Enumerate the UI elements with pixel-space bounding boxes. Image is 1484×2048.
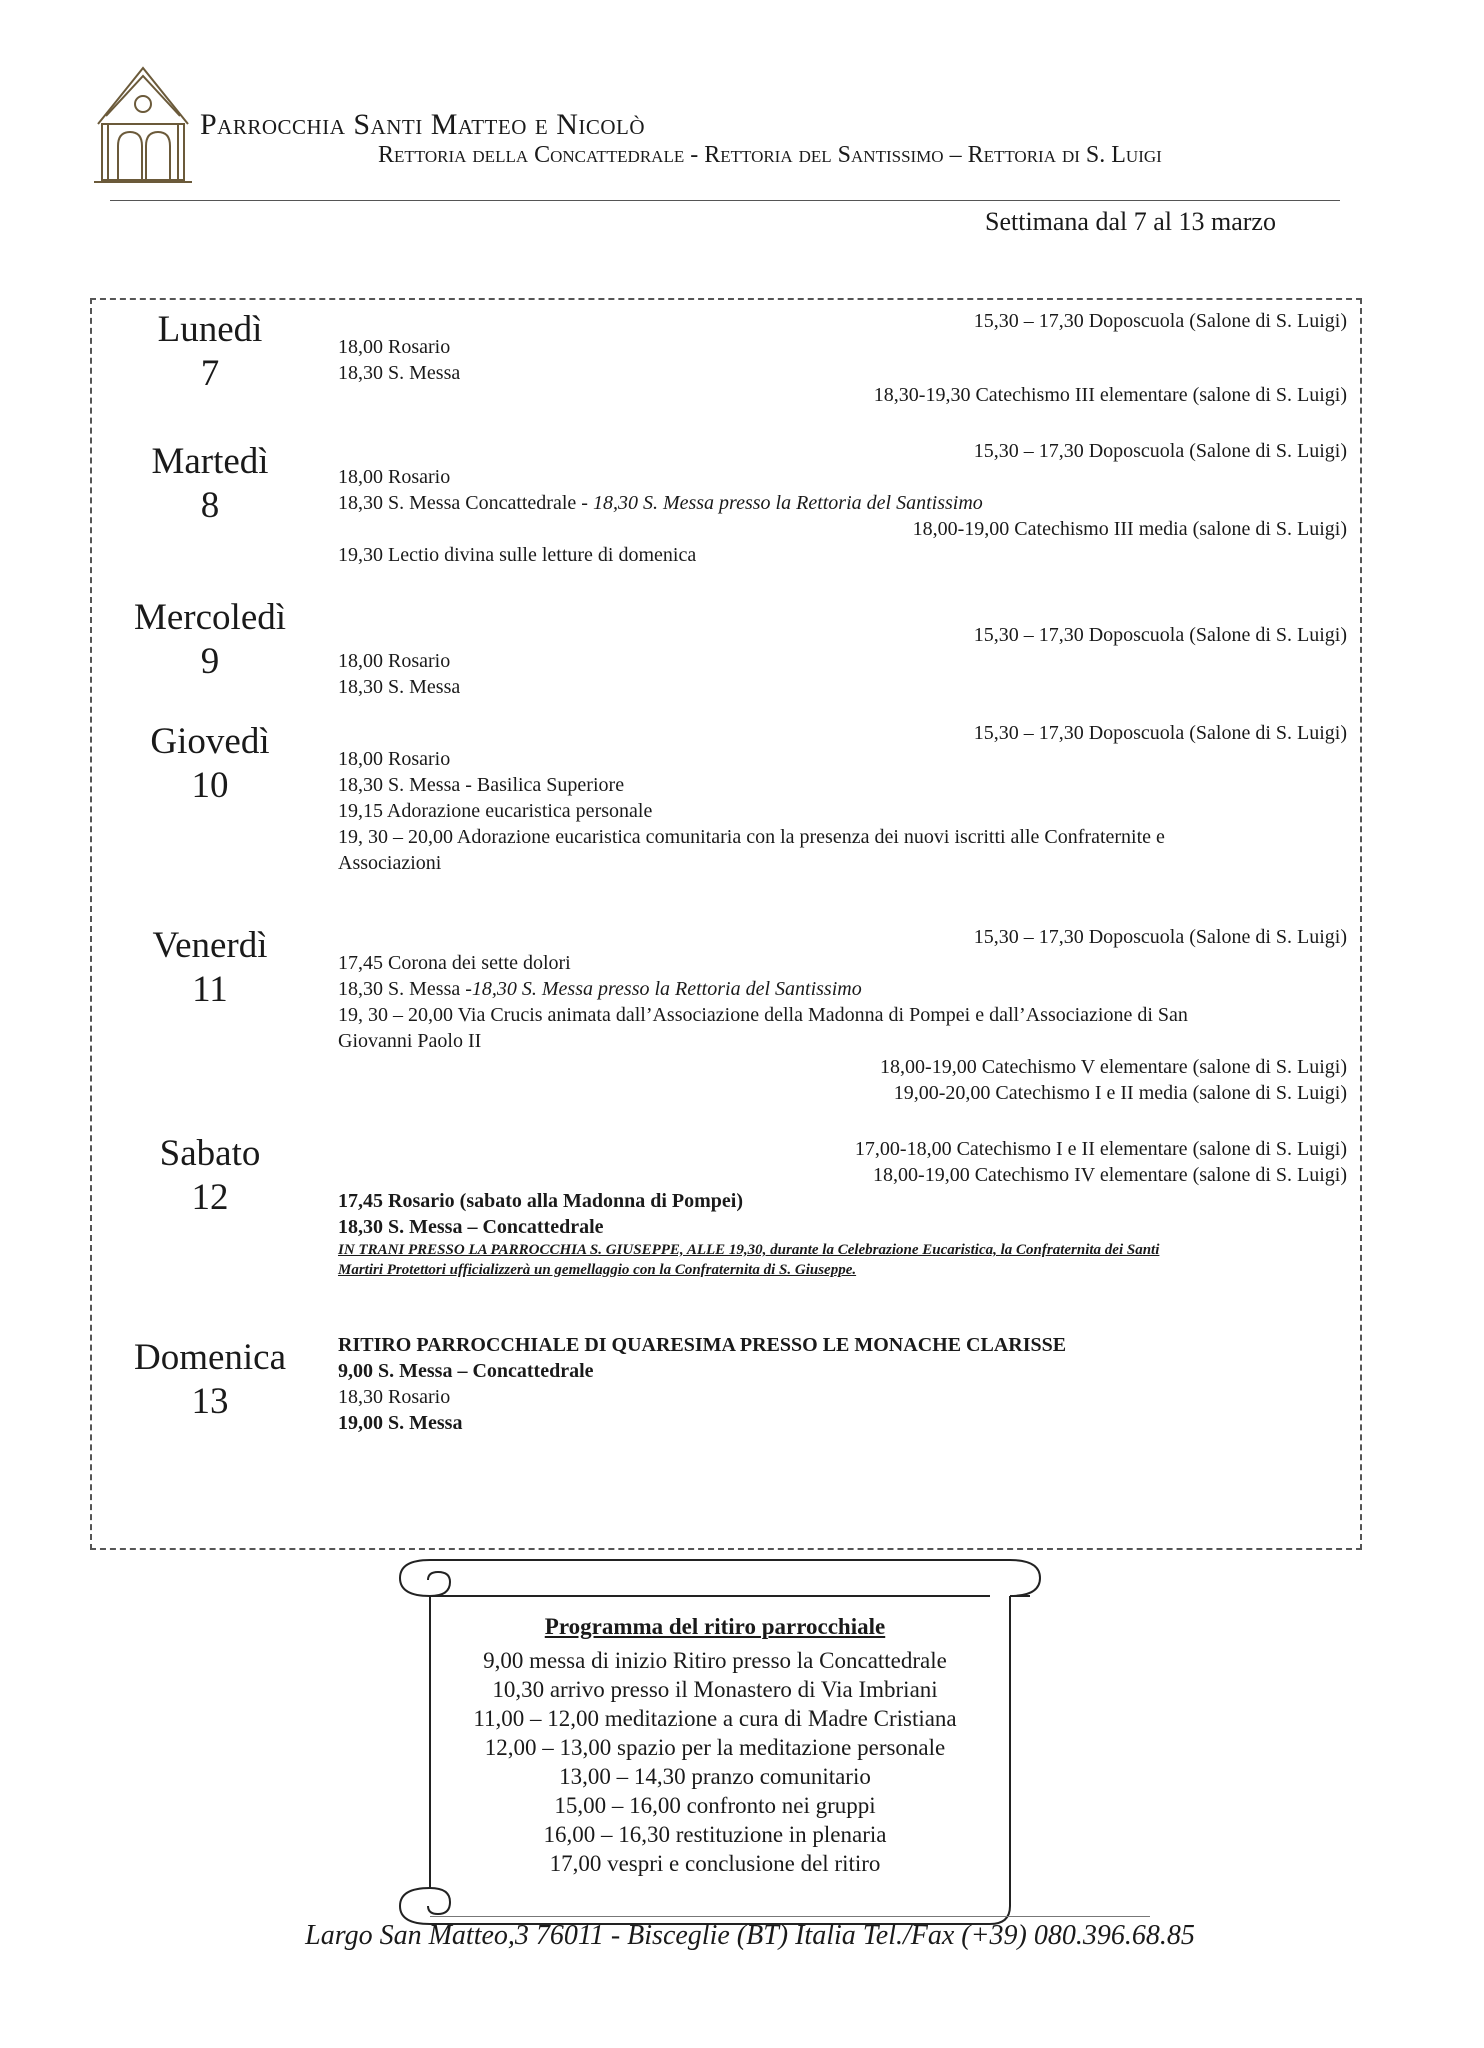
schedule-line-text: 18,30 S. Messa Concattedrale - (338, 492, 593, 514)
schedule-line: 18,30 S. Messa – Concattedrale (338, 1216, 604, 1238)
day-name: Venerdì (152, 925, 268, 966)
schedule-line: 19,15 Adorazione eucaristica personale (338, 800, 653, 822)
footer-address: Largo San Matteo,3 76011 - Bisceglie (BT) Italia Tel./Fax (+39) 080.396.68.85 (305, 1920, 1195, 1951)
parish-name: Parrocchia Santi Matteo e Nicolò (200, 108, 646, 141)
schedule-line: 9,00 S. Messa – Concattedrale (338, 1360, 594, 1382)
schedule-line: 19, 30 – 20,00 Adorazione eucaristica comunitaria con la presenza dei nuovi iscritti alle Confraternite e (338, 826, 1165, 848)
day-number: 8 (200, 485, 220, 526)
schedule-line: 15,30 – 17,30 Doposcuola (Salone di S. Luigi) (973, 722, 1347, 744)
day-number: 13 (191, 1381, 229, 1422)
event-note: Martiri Protettori ufficializzerà un gemellaggio con la Confraternita di S. Giuseppe. (338, 1262, 857, 1278)
schedule-line-text: 18,30 S. Messa - (338, 978, 472, 1000)
schedule-line: RITIRO PARROCCHIALE DI QUARESIMA PRESSO LE MONACHE CLARISSE (338, 1334, 1067, 1356)
schedule-line: 15,30 – 17,30 Doposcuola (Salone di S. Luigi) (973, 624, 1347, 646)
church-facade-logo (88, 64, 198, 184)
day-number: 12 (191, 1177, 229, 1218)
header-divider (110, 200, 1340, 201)
schedule-line: 18,30 S. Messa - Basilica Superiore (338, 774, 625, 796)
day-number: 10 (191, 765, 229, 806)
schedule-line: 15,30 – 17,30 Doposcuola (Salone di S. Luigi) (973, 926, 1347, 948)
schedule-line: 18,00-19,00 Catechismo IV elementare (salone di S. Luigi) (873, 1164, 1347, 1186)
day-number: 11 (192, 969, 228, 1010)
program-item: 9,00 messa di inizio Ritiro presso la Concattedrale (483, 1648, 947, 1673)
schedule-line: 18,30 S. Messa (338, 362, 461, 384)
day-number: 9 (200, 641, 220, 682)
schedule-line: 17,45 Corona dei sette dolori (338, 952, 571, 974)
schedule-line: 18,00-19,00 Catechismo III media (salone di S. Luigi) (912, 518, 1347, 540)
schedule-line: 18,00 Rosario (338, 336, 451, 358)
rettorie-subtitle: Rettoria della Concattedrale - Rettoria del Santissimo – Rettoria di S. Luigi (378, 142, 1162, 168)
day-name: Lunedì (157, 309, 263, 350)
schedule-line: 19, 30 – 20,00 Via Crucis animata dall’Associazione della Madonna di Pompei e dall’Associazione di San (338, 1004, 1188, 1026)
schedule-line: 18,00 Rosario (338, 748, 451, 770)
program-item: 11,00 – 12,00 meditazione a cura di Madre Cristiana (473, 1706, 957, 1731)
schedule-line: 18,30 S. Messa (338, 676, 461, 698)
schedule-line: 18,30 Rosario (338, 1386, 451, 1408)
schedule-line (338, 976, 862, 1002)
schedule-line: 17,45 Rosario (sabato alla Madonna di Pompei) (338, 1190, 744, 1212)
event-note: IN TRANI PRESSO LA PARROCCHIA S. GIUSEPPE, ALLE 19,30, durante la Celebrazione Eucaristica, la Confraternita dei Santi (338, 1242, 1160, 1258)
day-name: Domenica (133, 1337, 287, 1378)
day-name: Mercoledì (133, 597, 287, 638)
program-item: 12,00 – 13,00 spazio per la meditazione personale (484, 1735, 946, 1760)
program-item: 16,00 – 16,30 restituzione in plenaria (543, 1822, 887, 1847)
program-title: Programma del ritiro parrocchiale (544, 1614, 886, 1639)
day-name: Sabato (159, 1133, 261, 1174)
day-name: Giovedì (150, 721, 270, 762)
schedule-line: 17,00-18,00 Catechismo I e II elementare (salone di S. Luigi) (854, 1138, 1347, 1160)
schedule-line: 18,30-19,30 Catechismo III elementare (salone di S. Luigi) (873, 384, 1347, 406)
schedule-line-italic: 18,30 S. Messa presso la Rettoria del Santissimo (471, 978, 862, 1000)
schedule-line: 18,00 Rosario (338, 466, 451, 488)
day-name: Martedì (151, 441, 269, 482)
schedule-line: 19,00-20,00 Catechismo I e II media (salone di S. Luigi) (893, 1082, 1347, 1104)
schedule-line: 15,30 – 17,30 Doposcuola (Salone di S. Luigi) (973, 440, 1347, 462)
program-item: 10,30 arrivo presso il Monastero di Via Imbriani (492, 1677, 938, 1702)
schedule-line: 19,00 S. Messa (338, 1412, 463, 1434)
schedule-line: Giovanni Paolo II (338, 1030, 482, 1052)
program-item: 17,00 vespri e conclusione del ritiro (549, 1851, 881, 1876)
schedule-line (338, 490, 983, 516)
schedule-line: Associazioni (338, 852, 442, 874)
schedule-line: 15,30 – 17,30 Doposcuola (Salone di S. Luigi) (973, 310, 1347, 332)
schedule-line: 18,00-19,00 Catechismo V elementare (salone di S. Luigi) (880, 1056, 1347, 1078)
schedule-line-italic: 18,30 S. Messa presso la Rettoria del Santissimo (592, 492, 983, 514)
week-label: Settimana dal 7 al 13 marzo (985, 207, 1276, 236)
program-item: 15,00 – 16,00 confronto nei gruppi (554, 1793, 876, 1818)
schedule-line: 18,00 Rosario (338, 650, 451, 672)
schedule-line: 19,30 Lectio divina sulle letture di domenica (338, 544, 697, 566)
footer-divider (430, 1916, 1150, 1917)
program-item: 13,00 – 14,30 pranzo comunitario (559, 1764, 871, 1789)
day-number: 7 (200, 353, 220, 394)
